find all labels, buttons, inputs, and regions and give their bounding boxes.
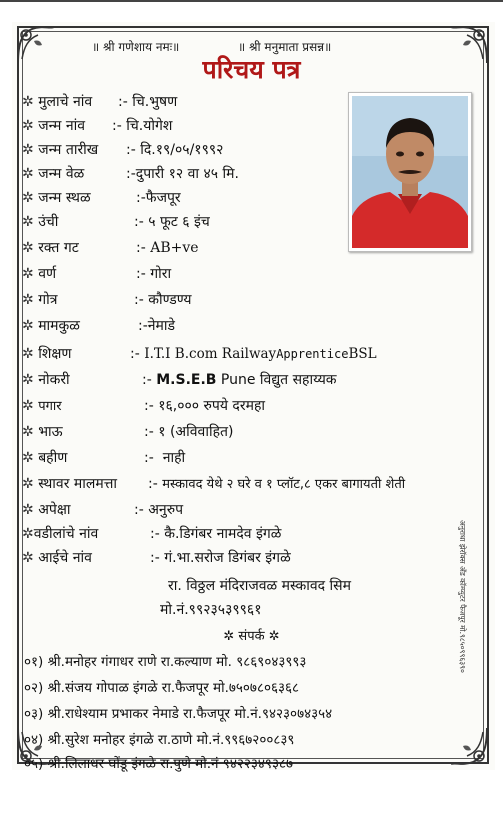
field-label: वडीलांचे नांव: [33, 526, 99, 542]
field-value: नेमाडे: [147, 318, 176, 334]
field-value: गं.भा.सरोज डिगंबर इंगळे: [164, 550, 291, 566]
field-label: वर्ण: [38, 266, 57, 282]
invocation-ganesh: ॥ श्री गणेशाय नमः॥: [92, 40, 180, 54]
contact-item: ०२) श्री.संजय गोपाळ इंगळे रा.फैजपूर मो.७५०७८०६३६८: [24, 680, 300, 696]
field-label: जन्म नांव: [38, 118, 86, 134]
field-value: कौण्डण्य: [148, 292, 192, 308]
profile-photo: [348, 92, 472, 252]
address-line: रा. विठ्ठल मंदिराजवळ मस्कावद सिम: [168, 578, 351, 594]
top-divider-line: [0, 0, 503, 2]
field-value: BSL: [348, 346, 377, 362]
field-label: जन्म वेळ: [38, 166, 85, 182]
field-value: नाही: [162, 450, 186, 466]
mobile-number: मो.नं.९९२३५३९९६१: [160, 602, 262, 618]
contact-item: ०५) श्री.लिलाधर घोंडू इंगळे रा.पुणे मो.नं ९४२२३४९३८७: [24, 756, 294, 772]
field-value: दुपारी १२ वा ४५ मि.: [135, 166, 239, 182]
field-label: पगार: [38, 399, 62, 414]
field-value: ५ फूट ६ इंच: [148, 214, 210, 230]
field-value: फैजपूर: [145, 190, 181, 206]
field-label: जन्म स्थळ: [38, 190, 91, 206]
field-value: कै.डिगंबर नामदेव इंगळे: [164, 526, 282, 542]
field-label: अपेक्षा: [38, 502, 71, 518]
contact-item: ०१) श्री.मनोहर गंगाधर राणे रा.कल्याण मो. ९८६९०४३९९३: [24, 654, 307, 670]
field-value: दि.१९/०५/१९९२: [140, 142, 224, 158]
field-label: स्थावर मालमत्ता: [38, 476, 118, 492]
field-label: रक्त गट: [38, 240, 79, 256]
field-value: चि.भुषण: [132, 94, 178, 110]
field-label: बहीण: [38, 450, 68, 466]
printer-side-note: अनुराधा झेरॉक्स अँड कॉम्प्युटर फैजपूर मो.९८५०९९६३९०: [458, 520, 467, 673]
field-value: अनुरुप: [148, 502, 184, 518]
field-label: भाऊ: [38, 424, 63, 440]
field-value: गोरा: [150, 266, 172, 282]
field-label: मुलाचे नांव: [38, 94, 93, 110]
field-label: शिक्षण: [38, 346, 72, 362]
contact-heading: ✲ संपर्क ✲: [223, 629, 280, 644]
field-value: चि.योगेश: [126, 118, 173, 134]
contact-item: ०३) श्री.राधेश्याम प्रभाकर नेमाडे रा.फैजपूर मो.नं.९४२३०७४३५४: [24, 706, 333, 722]
corner-ornament-icon: [447, 724, 491, 768]
field-value: १ (अविवाहित): [158, 424, 234, 440]
page-title: परिचय पत्र: [202, 55, 301, 84]
field-value: Pune विद्युत सहाय्यक: [220, 372, 337, 388]
field-label: आईचे नांव: [38, 550, 92, 566]
field-value: मस्कावद येथे २ घरे व १ प्लॉट,८ एकर बागायती शेती: [162, 477, 406, 492]
field-label: मामकुळ: [38, 318, 80, 334]
field-value: I.T.I B.com Railway: [144, 346, 277, 362]
field-label: जन्म तारीख: [38, 142, 99, 158]
field-label: गोत्र: [38, 292, 58, 308]
field-label: उंची: [38, 214, 59, 230]
field-value: Apprentice: [276, 347, 349, 361]
field-value: १६,००० रुपये दरमहा: [158, 398, 266, 414]
field-label: नोकरी: [38, 372, 70, 388]
field-value: AB+ve: [150, 240, 199, 256]
field-value: M.S.E.B: [156, 372, 217, 388]
contact-item: ०४) श्री.सुरेश मनोहर इंगळे रा.ठाणे मो.नं.९९६७२००८३९: [24, 732, 295, 748]
invocation-manumata: ॥ श्री मनुमाता प्रसन्न॥: [238, 40, 332, 54]
